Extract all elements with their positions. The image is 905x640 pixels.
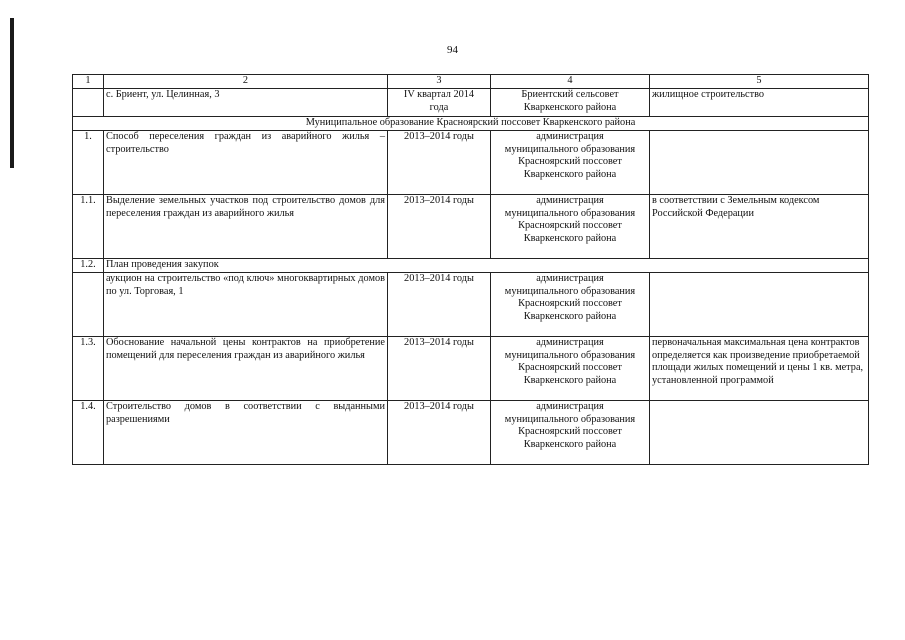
term-cell: IV квартал 2014 года	[388, 89, 491, 117]
row-number: 1.1.	[73, 195, 104, 259]
term-cell: 2013–2014 годы	[388, 401, 491, 465]
table-row	[73, 273, 869, 337]
row-number	[73, 89, 104, 117]
note-cell: жилищное строительство	[650, 89, 869, 117]
note-cell: в соответствии с Земельным кодексом Российской Федерации	[650, 195, 869, 259]
table-row	[73, 195, 869, 259]
column-header: 4	[491, 75, 650, 89]
executor-cell: администрация муниципального образования Красноярский поссовет Кваркенского района	[491, 337, 650, 401]
row-number: 1.3.	[73, 337, 104, 401]
executor-cell: Бриентский сельсовет Кваркенского района	[491, 89, 650, 117]
column-header: 3	[388, 75, 491, 89]
activity-cell: План проведения закупок	[104, 259, 869, 273]
column-header: 1	[73, 75, 104, 89]
note-cell	[650, 131, 869, 195]
activity-cell: Строительство домов в соответствии с выданными разрешениями	[104, 401, 388, 465]
note-cell	[650, 273, 869, 337]
activity-cell: Обоснование начальной цены контрактов на приобретение помещений для переселения граждан из аварийного жилья	[104, 337, 388, 401]
table-row	[73, 259, 869, 273]
scan-edge-mark	[10, 18, 14, 168]
term-cell: 2013–2014 годы	[388, 337, 491, 401]
term-cell: 2013–2014 годы	[388, 273, 491, 337]
table-row	[73, 89, 869, 117]
executor-cell: администрация муниципального образования Красноярский поссовет Кваркенского района	[491, 131, 650, 195]
activity-cell: Способ переселения граждан из аварийного жилья – строительство	[104, 131, 388, 195]
column-number-row	[73, 75, 869, 89]
row-number: 1.	[73, 131, 104, 195]
executor-cell: администрация муниципального образования Красноярский поссовет Кваркенского района	[491, 401, 650, 465]
table-row	[73, 131, 869, 195]
row-number: 1.2.	[73, 259, 104, 273]
activity-cell: Выделение земельных участков под строительство домов для переселения граждан из аварийного жилья	[104, 195, 388, 259]
executor-cell: администрация муниципального образования Красноярский поссовет Кваркенского района	[491, 273, 650, 337]
table-row	[73, 401, 869, 465]
column-header: 2	[104, 75, 388, 89]
section-row	[73, 117, 869, 131]
term-cell: 2013–2014 годы	[388, 195, 491, 259]
activity-cell: с. Бриент, ул. Целинная, 3	[104, 89, 388, 117]
page-number: 94	[447, 44, 458, 56]
executor-cell: администрация муниципального образования Красноярский поссовет Кваркенского района	[491, 195, 650, 259]
note-cell: первоначальная максимальная цена контрактов определяется как произведение приобретаемой площади жилых помещений и цены 1 кв. метра, установленной программой	[650, 337, 869, 401]
action-plan-table	[72, 74, 869, 465]
row-number	[73, 273, 104, 337]
note-cell	[650, 401, 869, 465]
section-title: Муниципальное образование Красноярский поссовет Кваркенского района	[73, 117, 869, 131]
row-number: 1.4.	[73, 401, 104, 465]
table-row	[73, 337, 869, 401]
column-header: 5	[650, 75, 869, 89]
activity-cell: аукцион на строительство «под ключ» многоквартирных домов по ул. Торговая, 1	[104, 273, 388, 337]
term-cell: 2013–2014 годы	[388, 131, 491, 195]
